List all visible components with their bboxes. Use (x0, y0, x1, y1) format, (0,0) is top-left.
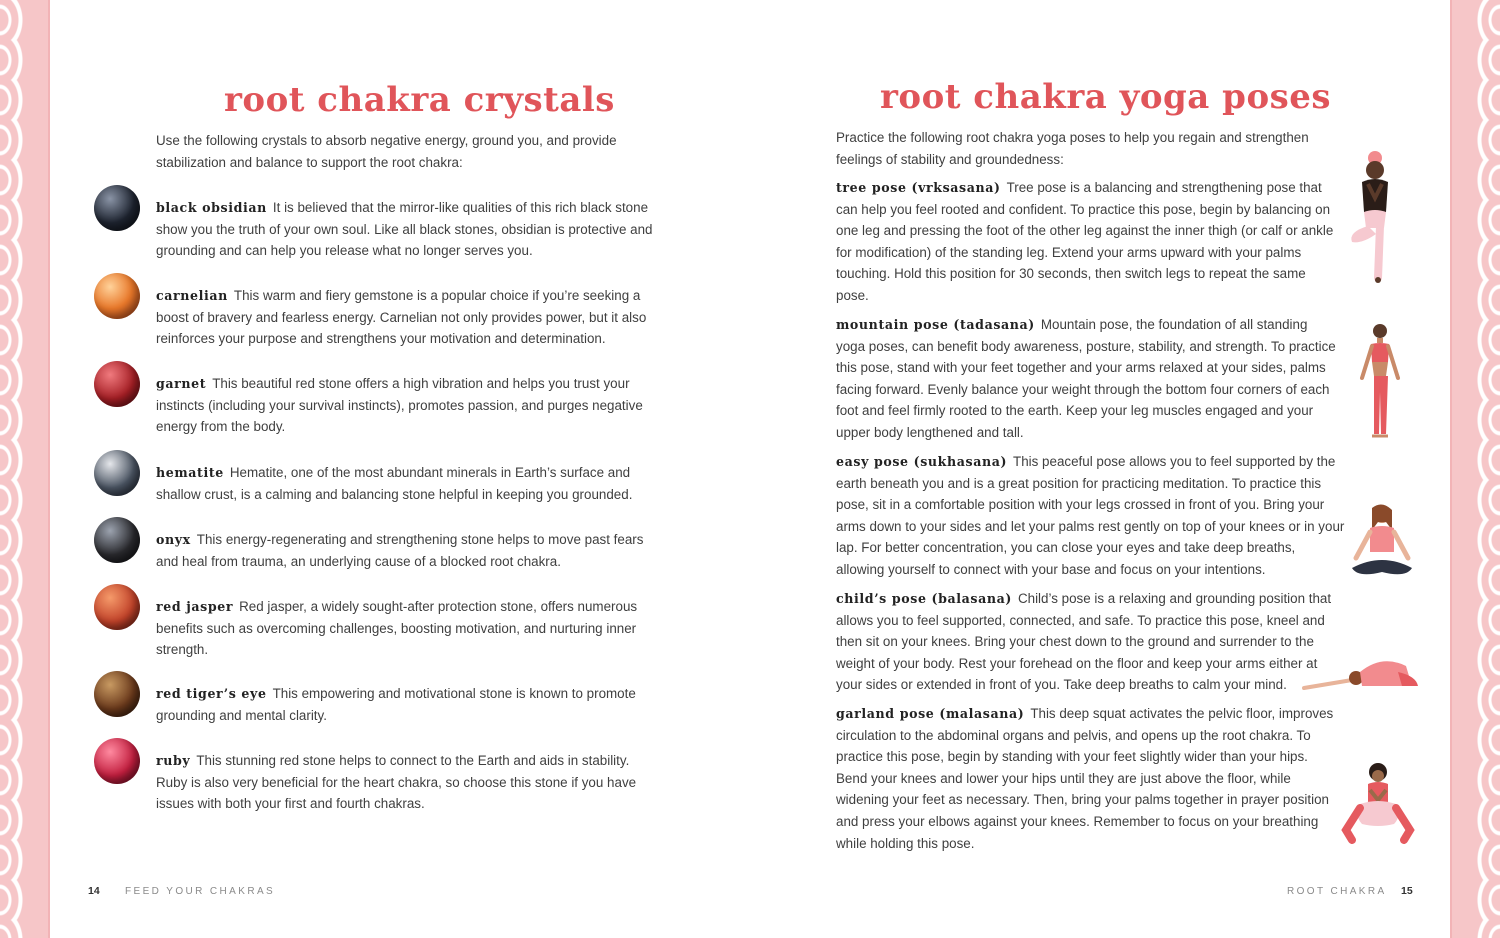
crystal-description: This stunning red stone helps to connect to the Earth and aids in stability. Ruby is also very beneficial for the heart chakra, so choose this stone if you have issues with both your first and fourth chakras. (156, 753, 637, 812)
crystal-entry-ruby (156, 750, 656, 815)
pose-entry-child (836, 588, 1336, 696)
pose-description: Tree pose is a balancing and strengthening pose that can help you feel rooted and confident. To practice this pose, begin by balancing on one leg and pressing the foot of the other leg against the inner thigh (or calf or ankle for modification) of the standing leg. Extend your arms upward with your palms touching. Hold this position for 30 seconds, then switch legs to repeat the same pose. (836, 180, 1334, 303)
crystal-entry-black-obsidian (156, 197, 666, 262)
running-head-left: FEED YOUR CHAKRAS (125, 886, 276, 897)
crystal-name: onyx (156, 532, 191, 547)
carnelian-stone-icon (94, 273, 140, 319)
crystal-description: This warm and fiery gemstone is a popular choice if you’re seeking a boost of bravery and fearless energy. Carnelian not only provides power, but it also reinforces your purpose and strengthens your motivation and determination. (156, 288, 647, 347)
crystal-name: black obsidian (156, 200, 267, 215)
pose-description: Child’s pose is a relaxing and grounding position that allows you to feel supported, connected, and safe. To practice this pose, kneel and then sit on your knees. Bring your chest down to the ground and surrender to the weight of your body. Rest your forehead on the floor and keep your arms either at your sides or extended in front of you. Take deep breaths to calm your mind. (836, 591, 1332, 693)
ruby-stone-icon (94, 738, 140, 784)
right-decorative-border (1452, 0, 1500, 938)
pose-name: child’s pose (balasana) (836, 591, 1012, 606)
crystal-name: ruby (156, 753, 191, 768)
crystals-title: root chakra crystals (224, 80, 615, 120)
crystal-description: This beautiful red stone offers a high vibration and helps you trust your instincts (including your survival instincts), promotes passion, and purges negative energy from the body. (156, 376, 643, 435)
pose-name: tree pose (vrksasana) (836, 180, 1001, 195)
crystal-name: carnelian (156, 288, 228, 303)
childs-pose-figure-icon (1302, 650, 1422, 692)
black-obsidian-stone-icon (94, 185, 140, 231)
yoga-poses-title: root chakra yoga poses (880, 77, 1332, 117)
tree-pose-figure-icon (1340, 150, 1410, 285)
page-number-right: 15 (1401, 885, 1413, 897)
crystal-entry-carnelian (156, 285, 668, 350)
pose-description: This deep squat activates the pelvic floor, improves circulation to the abdominal organs and pelvis, and opens up the root chakra. To practice this pose, begin by standing with your feet slightly wider than your hips. Bend your knees and lower your hips until they are just above the floor, while widening your feet as necessary. Then, bring your palms together in prayer position and press your elbows against your knees. Remember to focus on your breathing while holding this pose. (836, 706, 1334, 851)
yoga-poses-intro: Practice the following root chakra yoga poses to help you regain and strengthen feelings of stability and groundedness: (836, 130, 1309, 167)
pose-name: easy pose (sukhasana) (836, 454, 1008, 469)
crystal-description: This empowering and motivational stone is known to promote grounding and mental clarity. (156, 686, 636, 723)
pose-entry-garland (836, 703, 1341, 854)
running-head-right: ROOT CHAKRA (1287, 886, 1387, 897)
crystal-description: It is believed that the mirror-like qualities of this rich black stone show you the truth of your own soul. Like all black stones, obsidian is protective and grounding and can help you release what no longer serves you. (156, 200, 653, 259)
mountain-pose-figure-icon (1352, 322, 1408, 440)
onyx-stone-icon (94, 517, 140, 563)
crystal-entry-hematite (156, 462, 656, 505)
pose-description: This peaceful pose allows you to feel supported by the earth beneath you and is a great position for practicing meditation. To practice this pose, sit in a comfortable position with your legs crossed in front of you. Bring your arms down to your sides and let your palms rest gently on top of your knees or in your lap. For better concentration, you can close your eyes and take deep breaths, allowing yourself to connect with your base and focus on your intentions. (836, 454, 1345, 577)
hematite-stone-icon (94, 450, 140, 496)
crystal-name: garnet (156, 376, 207, 391)
crystal-entry-onyx (156, 529, 666, 572)
crystal-name: red tiger’s eye (156, 686, 267, 701)
crystals-intro: Use the following crystals to absorb negative energy, ground you, and provide stabilization and balance to support the root chakra: (156, 133, 617, 170)
pose-entry-easy (836, 451, 1346, 581)
crystal-entry-red-tigers-eye (156, 683, 666, 726)
garland-pose-figure-icon (1338, 760, 1418, 844)
left-border-line (48, 0, 50, 938)
garnet-stone-icon (94, 361, 140, 407)
right-border-line (1450, 0, 1452, 938)
red-tigers-eye-stone-icon (94, 671, 140, 717)
crystal-description: This energy-regenerating and strengthening stone helps to move past fears and heal from trauma, an underlying cause of a blocked root chakra. (156, 532, 644, 569)
page-number-left: 14 (88, 885, 100, 897)
pose-name: mountain pose (tadasana) (836, 317, 1035, 332)
pose-name: garland pose (malasana) (836, 706, 1025, 721)
crystal-entry-red-jasper (156, 596, 662, 661)
crystal-name: hematite (156, 465, 224, 480)
left-decorative-border (0, 0, 48, 938)
crystal-name: red jasper (156, 599, 234, 614)
crystal-entry-garnet (156, 373, 666, 438)
easy-pose-figure-icon (1346, 502, 1418, 580)
crystal-description: Hematite, one of the most abundant minerals in Earth’s surface and shallow crust, is a calming and balancing stone helpful in keeping you grounded. (156, 465, 633, 502)
pose-description: Mountain pose, the foundation of all standing yoga poses, can benefit body awareness, posture, stability, and strength. To practice this pose, stand with your feet together and your arms relaxed at your sides, palms facing forward. Evenly balance your weight through the bottom four corners of each foot and feel firmly rooted to the earth. Keep your leg muscles engaged and your upper body lengthened and tall. (836, 317, 1336, 440)
red-jasper-stone-icon (94, 584, 140, 630)
pose-entry-tree (836, 177, 1336, 307)
crystal-description: Red jasper, a widely sought-after protection stone, offers numerous benefits such as overcoming challenges, boosting motivation, and nurturing inner strength. (156, 599, 638, 658)
pose-entry-mountain (836, 314, 1336, 444)
